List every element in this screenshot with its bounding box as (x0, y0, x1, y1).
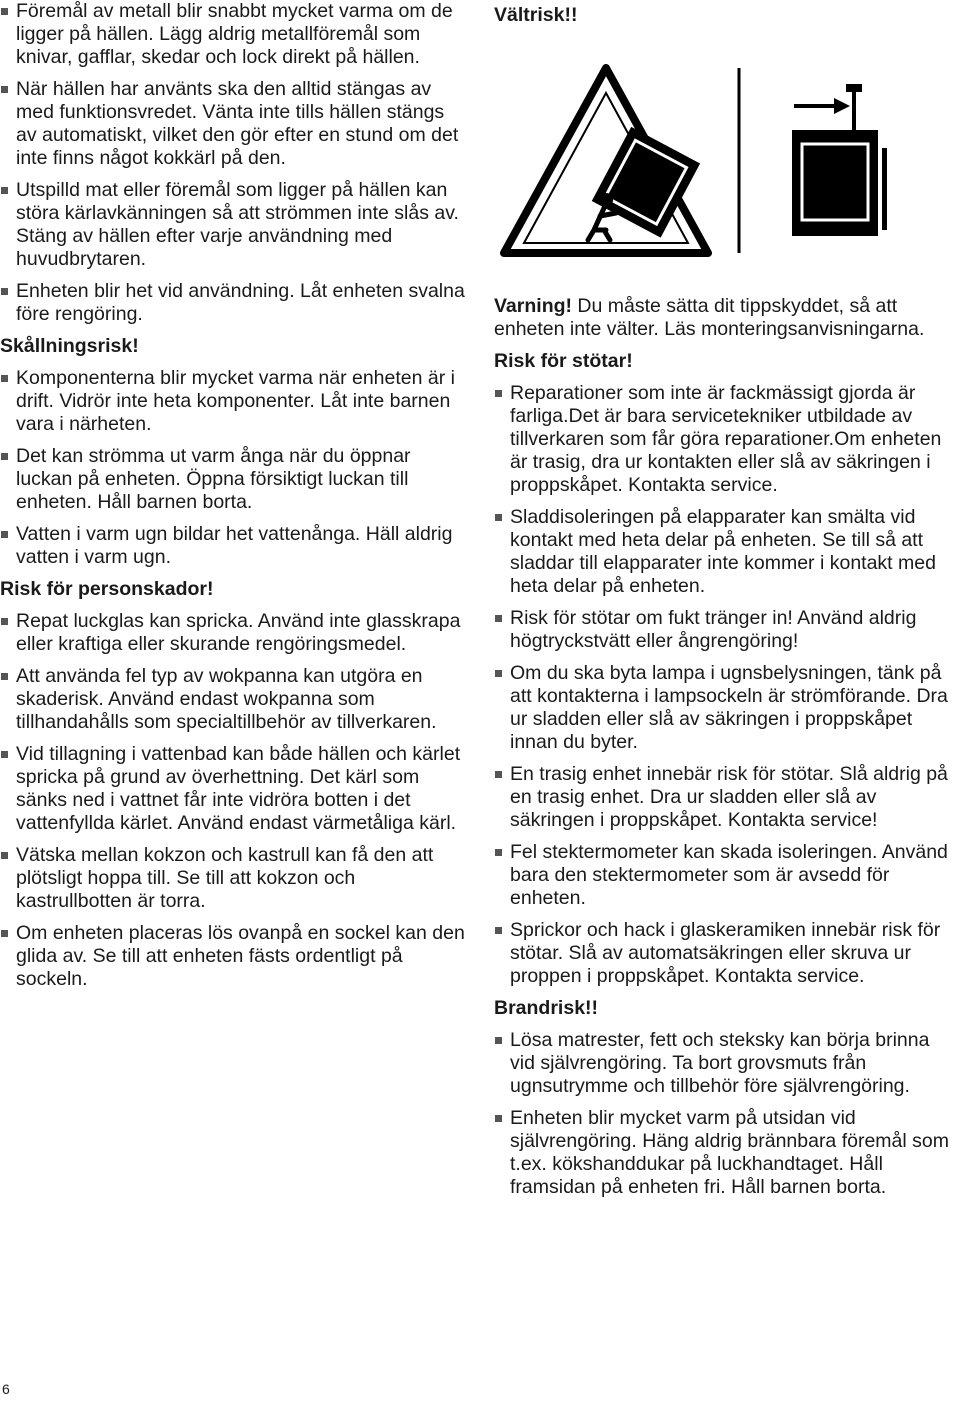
list-item: Vätska mellan kokzon och kastrull kan få den att plötsligt hoppa till. Se till att kokzon och kastrullbotten är torra. (0, 844, 470, 913)
list-item: Fel stektermometer kan skada isoleringen. Använd bara den stektermometer som är avsedd för enheten. (494, 841, 956, 910)
left-column (0, 0, 470, 1000)
list-item: Att använda fel typ av wokpanna kan utgöra en skaderisk. Använd endast wokpanna som tillhandahålls som specialtillbehör av tillverkaren. (0, 665, 470, 734)
tip-over-warning-icon (494, 48, 956, 260)
list-item: Sprickor och hack i glaskeramiken innebär risk för stötar. Slå av automatsäkringen eller skruva ur proppen i proppskåpet. Kontakta service. (494, 919, 956, 988)
list-item: Det kan strömma ut varm ånga när du öppnar luckan på enheten. Öppna försiktigt luckan till enheten. Håll barnen borta. (0, 445, 470, 514)
page-number: 6 (2, 1381, 10, 1397)
list-item: Föremål av metall blir snabbt mycket varma om de ligger på hällen. Lägg aldrig metallföremål som knivar, gafflar, skedar och lock direkt på hällen. (0, 0, 470, 69)
list-item: Enheten blir mycket varm på utsidan vid självrengöring. Häng aldrig brännbara föremål som t.ex. kökshanddukar på luckhandtaget. Håll framsidan på enheten fri. Håll barnen borta. (494, 1107, 956, 1199)
warning-body: Du måste sätta dit tippskyddet, så att enheten inte välter. Läs monteringsanvisningarna. (494, 295, 925, 340)
heading-tip-risk: Vältrisk!! (494, 4, 578, 26)
right-column (494, 0, 956, 1208)
list-item: Vatten i varm ugn bildar het vattenånga. Häll aldrig vatten i varm ugn. (0, 523, 470, 569)
heading-shock-risk: Risk för stötar! (494, 350, 633, 372)
list-item: Enheten blir het vid användning. Låt enheten svalna före rengöring. (0, 280, 470, 326)
list-item: Utspilld mat eller föremål som ligger på hällen kan störa kärlavkänningen så att strömmen inte slås av. Stäng av hällen efter varje användning med huvudbrytaren. (0, 179, 470, 271)
heading-injury-risk: Risk för personskador! (0, 578, 214, 600)
list-item: Reparationer som inte är fackmässigt gjorda är farliga.Det är bara servicetekniker utbildade av tillverkaren som får göra reparationer.Om enheten är trasig, dra ur kontakten eller slå av säkringen i proppskåpet. Kontakta service. (494, 382, 956, 497)
list-item: När hällen har använts ska den alltid stängas av med funktionsvredet. Vänta inte tills hällen stängs av automatiskt, vilket den gör efter en stund om det inte finns något kokkärl på den. (0, 78, 470, 170)
list-item: Komponenterna blir mycket varma när enheten är i drift. Vidrör inte heta komponenter. Låt inte barnen vara i närheten. (0, 367, 470, 436)
list-item: Risk för stötar om fukt tränger in! Använd aldrig högtryckstvätt eller ångrengöring! (494, 607, 956, 653)
list-item: Om du ska byta lampa i ugnsbelysningen, tänk på att kontakterna i lampsockeln är strömförande. Dra ur sladden eller slå av säkringen i proppskåpet innan du byter. (494, 662, 956, 754)
heading-fire-risk: Brandrisk!! (494, 997, 599, 1019)
list-item: Repat luckglas kan spricka. Använd inte glasskrapa eller kraftiga eller skurande rengöringsmedel. (0, 610, 470, 656)
list-item: Sladdisoleringen på elapparater kan smälta vid kontakt med heta delar på enheten. Se till så att sladdar till elapparater inte kommer i kontakt med heta delar på enheten. (494, 506, 956, 598)
warning-label: Varning! (494, 295, 573, 317)
list-item: Om enheten placeras lös ovanpå en sockel kan den glida av. Se till att enheten fästs ordentligt på sockeln. (0, 922, 470, 991)
list-item: Lösa matrester, fett och steksky kan börja brinna vid självrengöring. Ta bort grovsmuts från ugnsutrymme och tillbehör före självrengöring. (494, 1029, 956, 1098)
heading-scald-risk: Skållningsrisk! (0, 335, 139, 357)
list-item: En trasig enhet innebär risk för stötar. Slå aldrig på en trasig enhet. Dra ur sladden eller slå av säkringen i proppskåpet. Kontakta service! (494, 763, 956, 832)
warning-text (494, 295, 956, 341)
list-item: Vid tillagning i vattenbad kan både hällen och kärlet spricka på grund av överhettning. Det kärl som sänks ned i vattnet får inte vidröra botten i det vattenfyllda kärlet. Använd endast värmetåliga kärl. (0, 743, 470, 835)
